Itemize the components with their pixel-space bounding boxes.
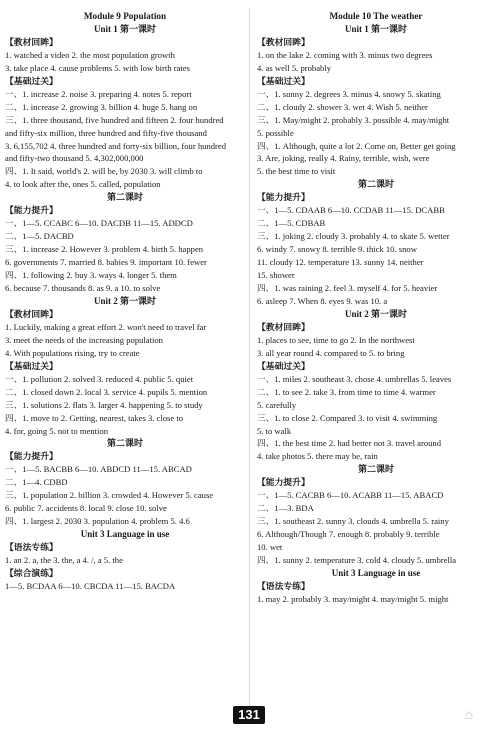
section-header: 【能力提升】	[5, 451, 58, 462]
column-divider	[249, 8, 250, 714]
section-header: 【教材回眸】	[5, 308, 58, 319]
unit-heading: Unit 1 第一课时	[93, 23, 156, 34]
module-title: Module 9 Population	[83, 11, 167, 21]
answer-line: 6. governments 7. married 8. babies 9. important 10. fewer	[5, 257, 207, 268]
answer-line: 四、1. Although, quite a lot 2. Come on, Better get going	[257, 140, 456, 151]
answer-line: 一、1. pollution 2. solved 3. reduced 4. public 5. quiet	[5, 373, 194, 384]
section-header: 【教材回眸】	[5, 36, 58, 47]
answer-line: 三、1. solutions 2. flats 3. larger 4. happening 5. to study	[5, 399, 203, 410]
answer-line: 一、1—5. CACBB 6—10. ACABB 11—15. ABACD	[257, 490, 444, 501]
unit-heading: 第二课时	[357, 464, 394, 475]
section-header: 【基础过关】	[5, 360, 58, 371]
answer-line: 四、1. move to 2. Getting, nearest, takes 3. close to	[5, 412, 184, 423]
unit-heading: 第二课时	[357, 179, 394, 190]
answer-line: 四、1. sunny 2. temperature 3. cold 4. cloudy 5. umbrella	[257, 555, 457, 566]
answer-line: 5. to walk	[257, 425, 292, 436]
answer-line: 6. because 7. thousands 8. as 9. a 10. to solve	[5, 283, 161, 294]
answer-line: 1. may 2. probably 3. may/might 4. may/might 5. might	[257, 593, 449, 604]
answer-line: 四、1. It said, world's 2. will be, by 2030 3. will climb to	[5, 166, 203, 177]
answer-line: 一、1—5. CCABC 6—10. DACDB 11—15. ADDCD	[5, 218, 193, 229]
answer-line: 二、1—5. DACBD	[5, 231, 74, 242]
answer-line: 三、1. May/might 2. probably 3. possible 4. may/might	[257, 114, 450, 125]
answer-line: 11. cloudy 12. temperature 13. sunny 14. neither	[257, 257, 424, 268]
answer-line: 一、1. sunny 2. degrees 3. minus 4. snowy 5. skating	[257, 88, 441, 99]
unit-heading: Unit 3 Language in use	[80, 529, 170, 540]
answer-line: 1. Luckily, making a great effort 2. won't need to travel far	[5, 321, 207, 332]
section-header: 【基础过关】	[257, 360, 310, 371]
answer-line: 1. an 2. a, the 3. the, a 4. /, a 5. the	[5, 555, 123, 566]
answer-line: 一、1—5. CDAAB 6—10. CCDAB 11—15. DCABB	[257, 205, 445, 216]
answer-line: 二、1—4. CDBD	[5, 477, 68, 488]
answer-line: and fifty-two thousand 5. 4,302,000,000	[5, 153, 144, 164]
answer-line: 1. on the lake 2. coming with 3. minus two degrees	[257, 49, 433, 60]
section-header: 【教材回眸】	[257, 36, 310, 47]
answer-line: 二、1—5. CDBAB	[257, 218, 326, 229]
answer-line: 四、1. the best time 2. had better not 3. travel around	[257, 438, 442, 449]
answer-line: 3. meet the needs of the increasing population	[5, 334, 163, 345]
unit-heading: 第二课时	[106, 438, 143, 449]
left-column	[5, 10, 245, 593]
unit-heading: Unit 2 第一课时	[344, 308, 407, 319]
answer-line: 三、1. three thousand, five hundred and fifteen 2. four hundred	[5, 114, 224, 125]
answer-line: 6. Although/Though 7. enough 8. probably 9. terrible	[257, 529, 440, 540]
answer-line: 3. take place 4. cause problems 5. with low birth rates	[5, 62, 190, 73]
answer-line: 二、1. increase 2. growing 3. billion 4. huge 5. hang on	[5, 101, 198, 112]
answer-line: 5. possible	[257, 127, 294, 138]
answer-line: 二、1. closed down 2. local 3. service 4. pupils 5. mention	[5, 386, 208, 397]
answer-line: 4. take photos 5. there may be, rain	[257, 451, 378, 462]
answer-line: 4. for, going 5. not to mention	[5, 425, 109, 436]
section-header: 【综合演练】	[5, 567, 58, 578]
unit-heading: Unit 1 第一课时	[344, 23, 407, 34]
answer-line: 三、1. joking 2. cloudy 3. probably 4. to skate 5. wetter	[257, 231, 450, 242]
answer-line: 6. windy 7. snowy 8. terrible 9. thick 10. snow	[257, 244, 417, 255]
answer-line: 4. to look after the, ones 5. called, population	[5, 179, 161, 190]
answer-line: 四、1. largest 2. 2030 3. population 4. problem 5. 4.6	[5, 516, 190, 527]
answer-line: 6. public 7. accidents 8. local 9. close 10. solve	[5, 503, 167, 514]
watermark-logo: ⌂	[464, 706, 474, 722]
answer-line: 三、1. southeast 2. sunny 3. clouds 4. umbrella 5. rainy	[257, 516, 449, 527]
answer-line: 二、1. to see 2. take 3. from time to time 4. warmer	[257, 386, 436, 397]
unit-heading: Unit 3 Language in use	[331, 567, 421, 578]
section-header: 【基础过关】	[257, 75, 310, 86]
answer-line: 5. the best time to visit	[257, 166, 336, 177]
answer-line: 3. all year round 4. compared to 5. to bring	[257, 347, 405, 358]
answer-line: 二、1—3. BDA	[257, 503, 314, 514]
answer-line: 6. asleep 7. When 8. eyes 9. was 10. a	[257, 295, 388, 306]
page-number: 131	[233, 706, 265, 724]
section-header: 【能力提升】	[5, 205, 58, 216]
answer-line: 3. Are, joking, really 4. Rainy, terrible, wish, were	[257, 153, 430, 164]
section-header: 【基础过关】	[5, 75, 58, 86]
right-column	[257, 10, 495, 606]
section-header: 【能力提升】	[257, 192, 310, 203]
answer-line: 三、1. to close 2. Compared 3. to visit 4. swimming	[257, 412, 438, 423]
answer-line: 15. shower	[257, 270, 295, 281]
answer-line: 三、1. population 2. billion 3. crowded 4. However 5. cause	[5, 490, 214, 501]
answer-line: and fifty-six million, three hundred and fifty-five thousand	[5, 127, 207, 138]
section-header: 【能力提升】	[257, 477, 310, 488]
answer-line: 1—5. BCDAA 6—10. CBCDA 11—15. BACDA	[5, 580, 176, 591]
answer-line: 1. places to see, time to go 2. In the northwest	[257, 334, 415, 345]
answer-line: 4. With populations rising, try to create	[5, 347, 140, 358]
section-header: 【教材回眸】	[257, 321, 310, 332]
unit-heading: 第二课时	[106, 192, 143, 203]
answer-line: 四、1. following 2. buy 3. ways 4. longer 5. them	[5, 270, 177, 281]
answer-line: 一、1. increase 2. noise 3. preparing 4. notes 5. report	[5, 88, 192, 99]
answer-line: 一、1—5. BACBB 6—10. ABDCD 11—15. ABCAD	[5, 464, 192, 475]
answer-line: 一、1. miles 2. southeast 3. chose 4. umbrellas 5. leaves	[257, 373, 452, 384]
answer-line: 3. 6,155,702 4. three hundred and forty-six billion, four hundred	[5, 140, 227, 151]
module-title: Module 10 The weather	[329, 11, 423, 21]
answer-line: 三、1. increase 2. However 3. problem 4. birth 5. happen	[5, 244, 204, 255]
answer-line: 四、1. was raining 2. feel 3. myself 4. for 5. heavier	[257, 283, 438, 294]
answer-line: 二、1. cloudy 2. shower 3. wet 4. Wish 5. neither	[257, 101, 428, 112]
answer-line: 4. as well 5. probably	[257, 62, 331, 73]
section-header: 【语法专练】	[5, 542, 58, 553]
answer-line: 1. watched a video 2. the most population growth	[5, 49, 175, 60]
answer-line: 10. wet	[257, 542, 283, 553]
section-header: 【语法专练】	[257, 580, 310, 591]
answer-line: 5. carefully	[257, 399, 297, 410]
unit-heading: Unit 2 第一课时	[93, 295, 156, 306]
